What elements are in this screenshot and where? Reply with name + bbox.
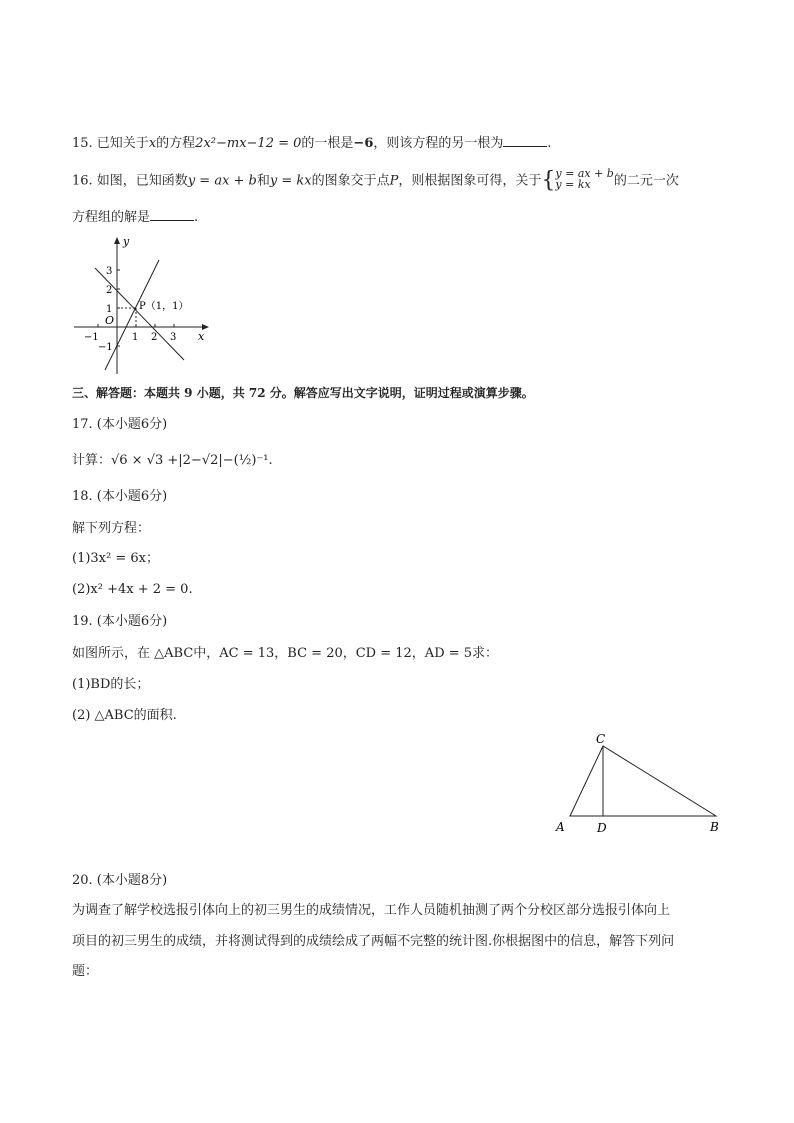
q16-end: . [194,210,199,225]
x-tick-label: 2 [151,332,158,343]
point-d-label: D [597,821,607,835]
vertex-c-label: C [596,732,606,746]
x-tick-label: −1 [84,332,99,343]
q16-brace: { [541,168,556,193]
q15-prefix: 15. 已知关于 [72,136,149,151]
question-15 [72,134,552,153]
x-axis-label: x [198,330,205,343]
q15-end: . [547,136,552,151]
q16-point: P [389,173,399,189]
q19-text: 如图所示，在 △ABC中，AC = 13，BC = 20，CD = 12，AD = 5求： [72,646,499,661]
q19-header: 19. (本小题6分) [72,614,168,629]
q15-root: −6 [353,136,374,151]
vertex-a-label: A [556,820,565,834]
q16-and: 和 [256,173,270,189]
q18-part1: (1)3x² = 6x； [72,551,159,566]
q16-system [555,168,613,190]
q16-answer-blank[interactable] [150,208,194,221]
q16-f2: y = kx [269,173,312,189]
q16-suffix: 的二元一次 [613,173,679,189]
q15-equation: 2x²−mx−12 = 0 [195,136,302,151]
x-tick-label: 3 [170,332,177,343]
q16-mid2: ，则根据图象可得，关于 [398,173,542,189]
q16-prefix: 16. 如图，已知函数 [72,173,188,189]
q16-sys1: y = ax + b [555,167,614,180]
q16-line2: 方程组的解是 [72,210,151,225]
y-tick-label: 1 [106,304,113,315]
q19-part1: (1)BD的长； [72,677,150,692]
y-tick-label: 2 [106,285,113,296]
q15-var: x [148,136,157,151]
q20-line3: 题： [72,964,99,979]
point-p-label: P（1，1） [139,301,189,312]
q15-mid1: 的方程 [156,136,196,151]
y-tick-label: −1 [98,342,113,353]
q20-header: 20. (本小题8分) [72,873,168,888]
q16-f1: y = ax + b [187,173,257,189]
q15-suffix: ，则该方程的另一根为 [373,136,504,151]
y-axis-label: y [123,235,130,248]
q20-line1: 为调查了解学校选报引体向上的初三男生的成绩情况，工作人员随机抽测了两个分校区部分选报引体向上 [72,903,671,918]
triangle-abc [570,746,716,816]
q17-header: 17. (本小题6分) [72,417,168,432]
q19-part2: (2) △ABC的面积. [72,708,177,723]
q15-answer-blank[interactable] [503,134,547,147]
question-16 [72,167,679,193]
q18-part2: (2)x² +4x + 2 = 0. [72,582,193,597]
q16-mid: 的图象交于点 [311,173,390,189]
q18-intro: 解下列方程： [72,521,151,536]
q16-sys2: y = kx [555,178,591,191]
y-axis-arrow [114,237,120,244]
section-3-title: 三、解答题：本题共 9 小题，共 72 分。解答应写出文字说明，证明过程或演算步骤。 [72,386,534,400]
function-graph [72,232,212,382]
origin-label: O [105,314,115,327]
q20-line2: 项目的初三男生的成绩，并将测试得到的成绩绘成了两幅不完整的统计图.你根据图中的信息，解答下列问 [72,934,675,949]
q18-header: 18. (本小题6分) [72,489,168,504]
y-tick-label: 3 [106,266,113,277]
q15-mid2: 的一根是 [301,136,354,151]
x-tick-label: 1 [132,332,139,343]
triangle-figure [550,728,730,840]
question-16-line2 [72,208,198,227]
q17-text: 计算：√6 × √3 +|2−√2|−(½)⁻¹. [72,453,273,468]
vertex-b-label: B [710,820,719,834]
